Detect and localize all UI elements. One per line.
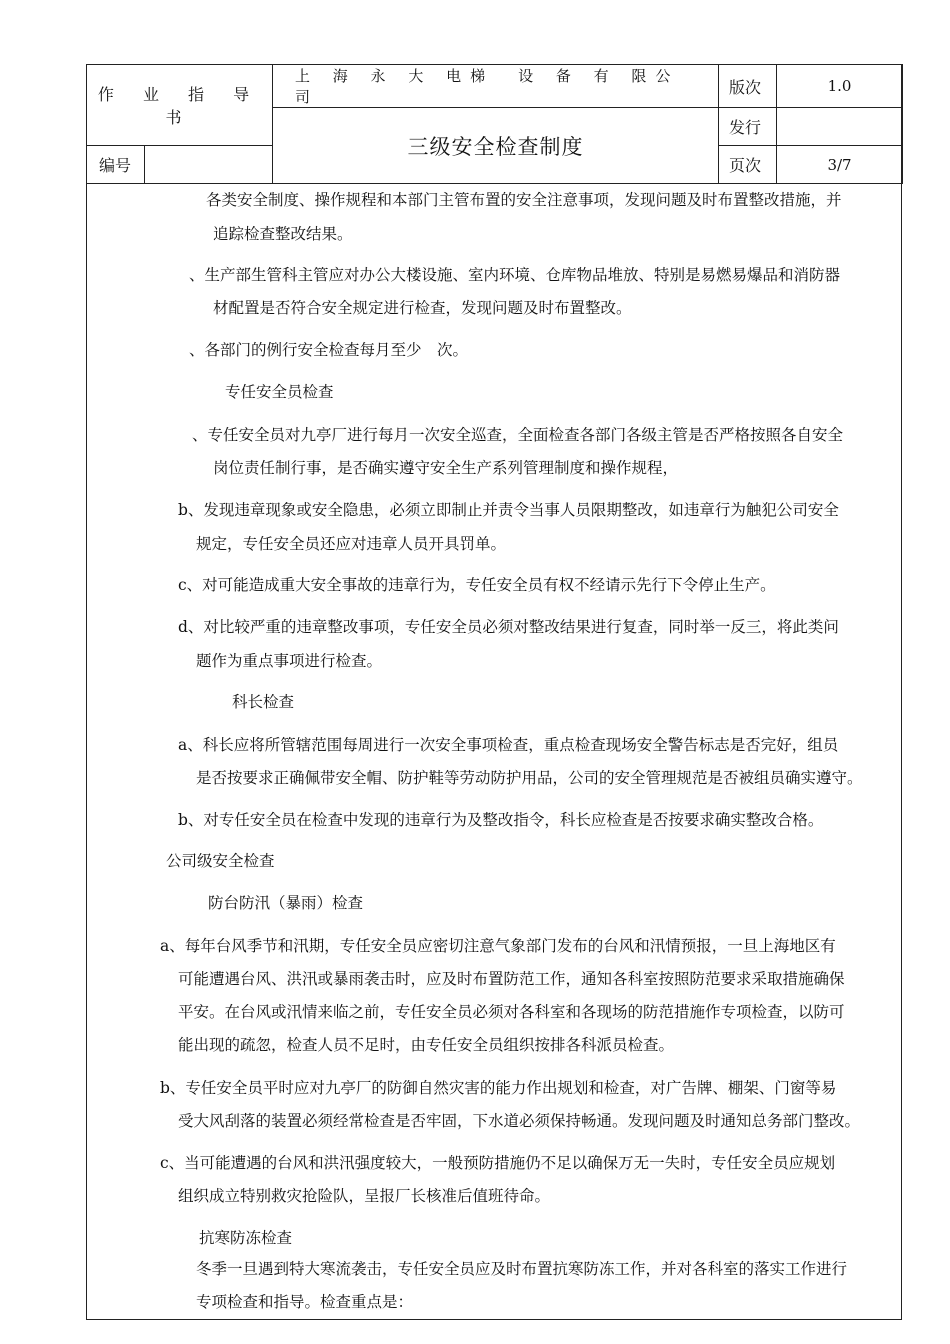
- body-line: c、对可能造成重大安全事故的违章行为，专任安全员有权不经请示先行下令停止生产。: [178, 576, 776, 594]
- body-line: 是否按要求正确佩带安全帽、防护鞋等劳动防护用品，公司的安全管理规范是否被组员确实遵守。: [196, 769, 863, 787]
- body-line: 组织成立特别救灾抢险队，呈报厂长核准后值班待命。: [178, 1187, 551, 1205]
- body-line: 、专任安全员对九亭厂进行每月一次安全巡查，全面检查各部门各级主管是否严格按照各自安全: [192, 426, 844, 444]
- body-line: 各类安全制度、操作规程和本部门主管布置的安全注意事项，发现问题及时布置整改措施，并: [206, 191, 842, 209]
- body-line: 材配置是否符合安全规定进行检查，发现问题及时布置整改。: [213, 299, 632, 317]
- body-line: 规定，专任安全员还应对违章人员开具罚单。: [196, 535, 507, 553]
- issue-value: [777, 108, 903, 146]
- body-line: 岗位责任制行事，是否确实遵守安全生产系列管理制度和操作规程，: [213, 459, 679, 477]
- version-value: 1.0: [777, 65, 903, 108]
- page-label: 页次: [719, 146, 777, 184]
- doc-type-cell: 作 业 指 导 书: [87, 65, 273, 146]
- body-line: d、对比较严重的违章整改事项，专任安全员必须对整改结果进行复查，同时举一反三，将此类问: [178, 618, 839, 636]
- version-label: 版次: [719, 65, 777, 108]
- section-heading: 防台防汛（暴雨）检查: [208, 894, 364, 912]
- section-heading: 抗寒防冻检查: [199, 1229, 293, 1247]
- body-line: b、对专任安全员在检查中发现的违章行为及整改指令，科长应检查是否按要求确实整改合格。: [178, 811, 824, 829]
- number-label: 编号: [87, 146, 145, 184]
- body-line: 能出现的疏忽，检查人员不足时，由专任安全员组织按排各科派员检查。: [178, 1036, 675, 1054]
- number-value: [145, 146, 273, 184]
- body-line: 平安。在台风或汛情来临之前，专任安全员必须对各科室和各现场的防范措施作专项检查，以防可: [178, 1003, 845, 1021]
- page-value: 3/7: [777, 146, 903, 184]
- body-line: c、当可能遭遇的台风和洪汛强度较大，一般预防措施仍不足以确保万无一失时，专任安全员应规划: [160, 1154, 836, 1172]
- page-frame: [86, 64, 902, 1320]
- body-line: 冬季一旦遇到特大寒流袭击，专任安全员应及时布置抗寒防冻工作，并对各科室的落实工作进行: [196, 1260, 848, 1278]
- section-heading: 科长检查: [232, 693, 295, 711]
- body-line: 可能遭遇台风、洪汛或暴雨袭击时，应及时布置防范工作，通知各科室按照防范要求采取措施确保: [178, 970, 845, 988]
- section-heading: 公司级安全检查: [166, 852, 275, 870]
- body-line: b、专任安全员平时应对九亭厂的防御自然灾害的能力作出规划和检查，对广告牌、棚架、门窗等易: [160, 1079, 837, 1097]
- body-line: 题作为重点事项进行检查。: [196, 652, 383, 670]
- body-line: a、每年台风季节和汛期，专任安全员应密切注意气象部门发布的台风和汛情预报，一旦上海地区有: [160, 937, 836, 955]
- document-title: 三级安全检查制度: [273, 108, 719, 184]
- body-line: 追踪检查整改结果。: [213, 225, 353, 243]
- section-heading: 专任安全员检查: [225, 383, 334, 401]
- body-line: a、科长应将所管辖范围每周进行一次安全事项检查，重点检查现场安全警告标志是否完好，组员: [178, 736, 839, 754]
- issue-label: 发行: [719, 108, 777, 146]
- body-line: 、各部门的例行安全检查每月至少 次。: [189, 341, 469, 359]
- company-name: 上 海 永 大 电梯 设 备 有 限公 司: [273, 65, 719, 108]
- body-line: b、发现违章现象或安全隐患，必须立即制止并责令当事人员限期整改，如违章行为触犯公司安全: [178, 501, 839, 519]
- body-line: 专项检查和指导。检查重点是：: [196, 1293, 414, 1311]
- body-line: 、生产部生管科主管应对办公大楼设施、室内环境、仓库物品堆放、特别是易燃易爆品和消防器: [189, 266, 841, 284]
- body-line: 受大风刮落的装置必须经常检查是否牢固，下水道必须保持畅通。发现问题及时通知总务部门整改。: [178, 1112, 861, 1130]
- document-header-table: [86, 64, 903, 184]
